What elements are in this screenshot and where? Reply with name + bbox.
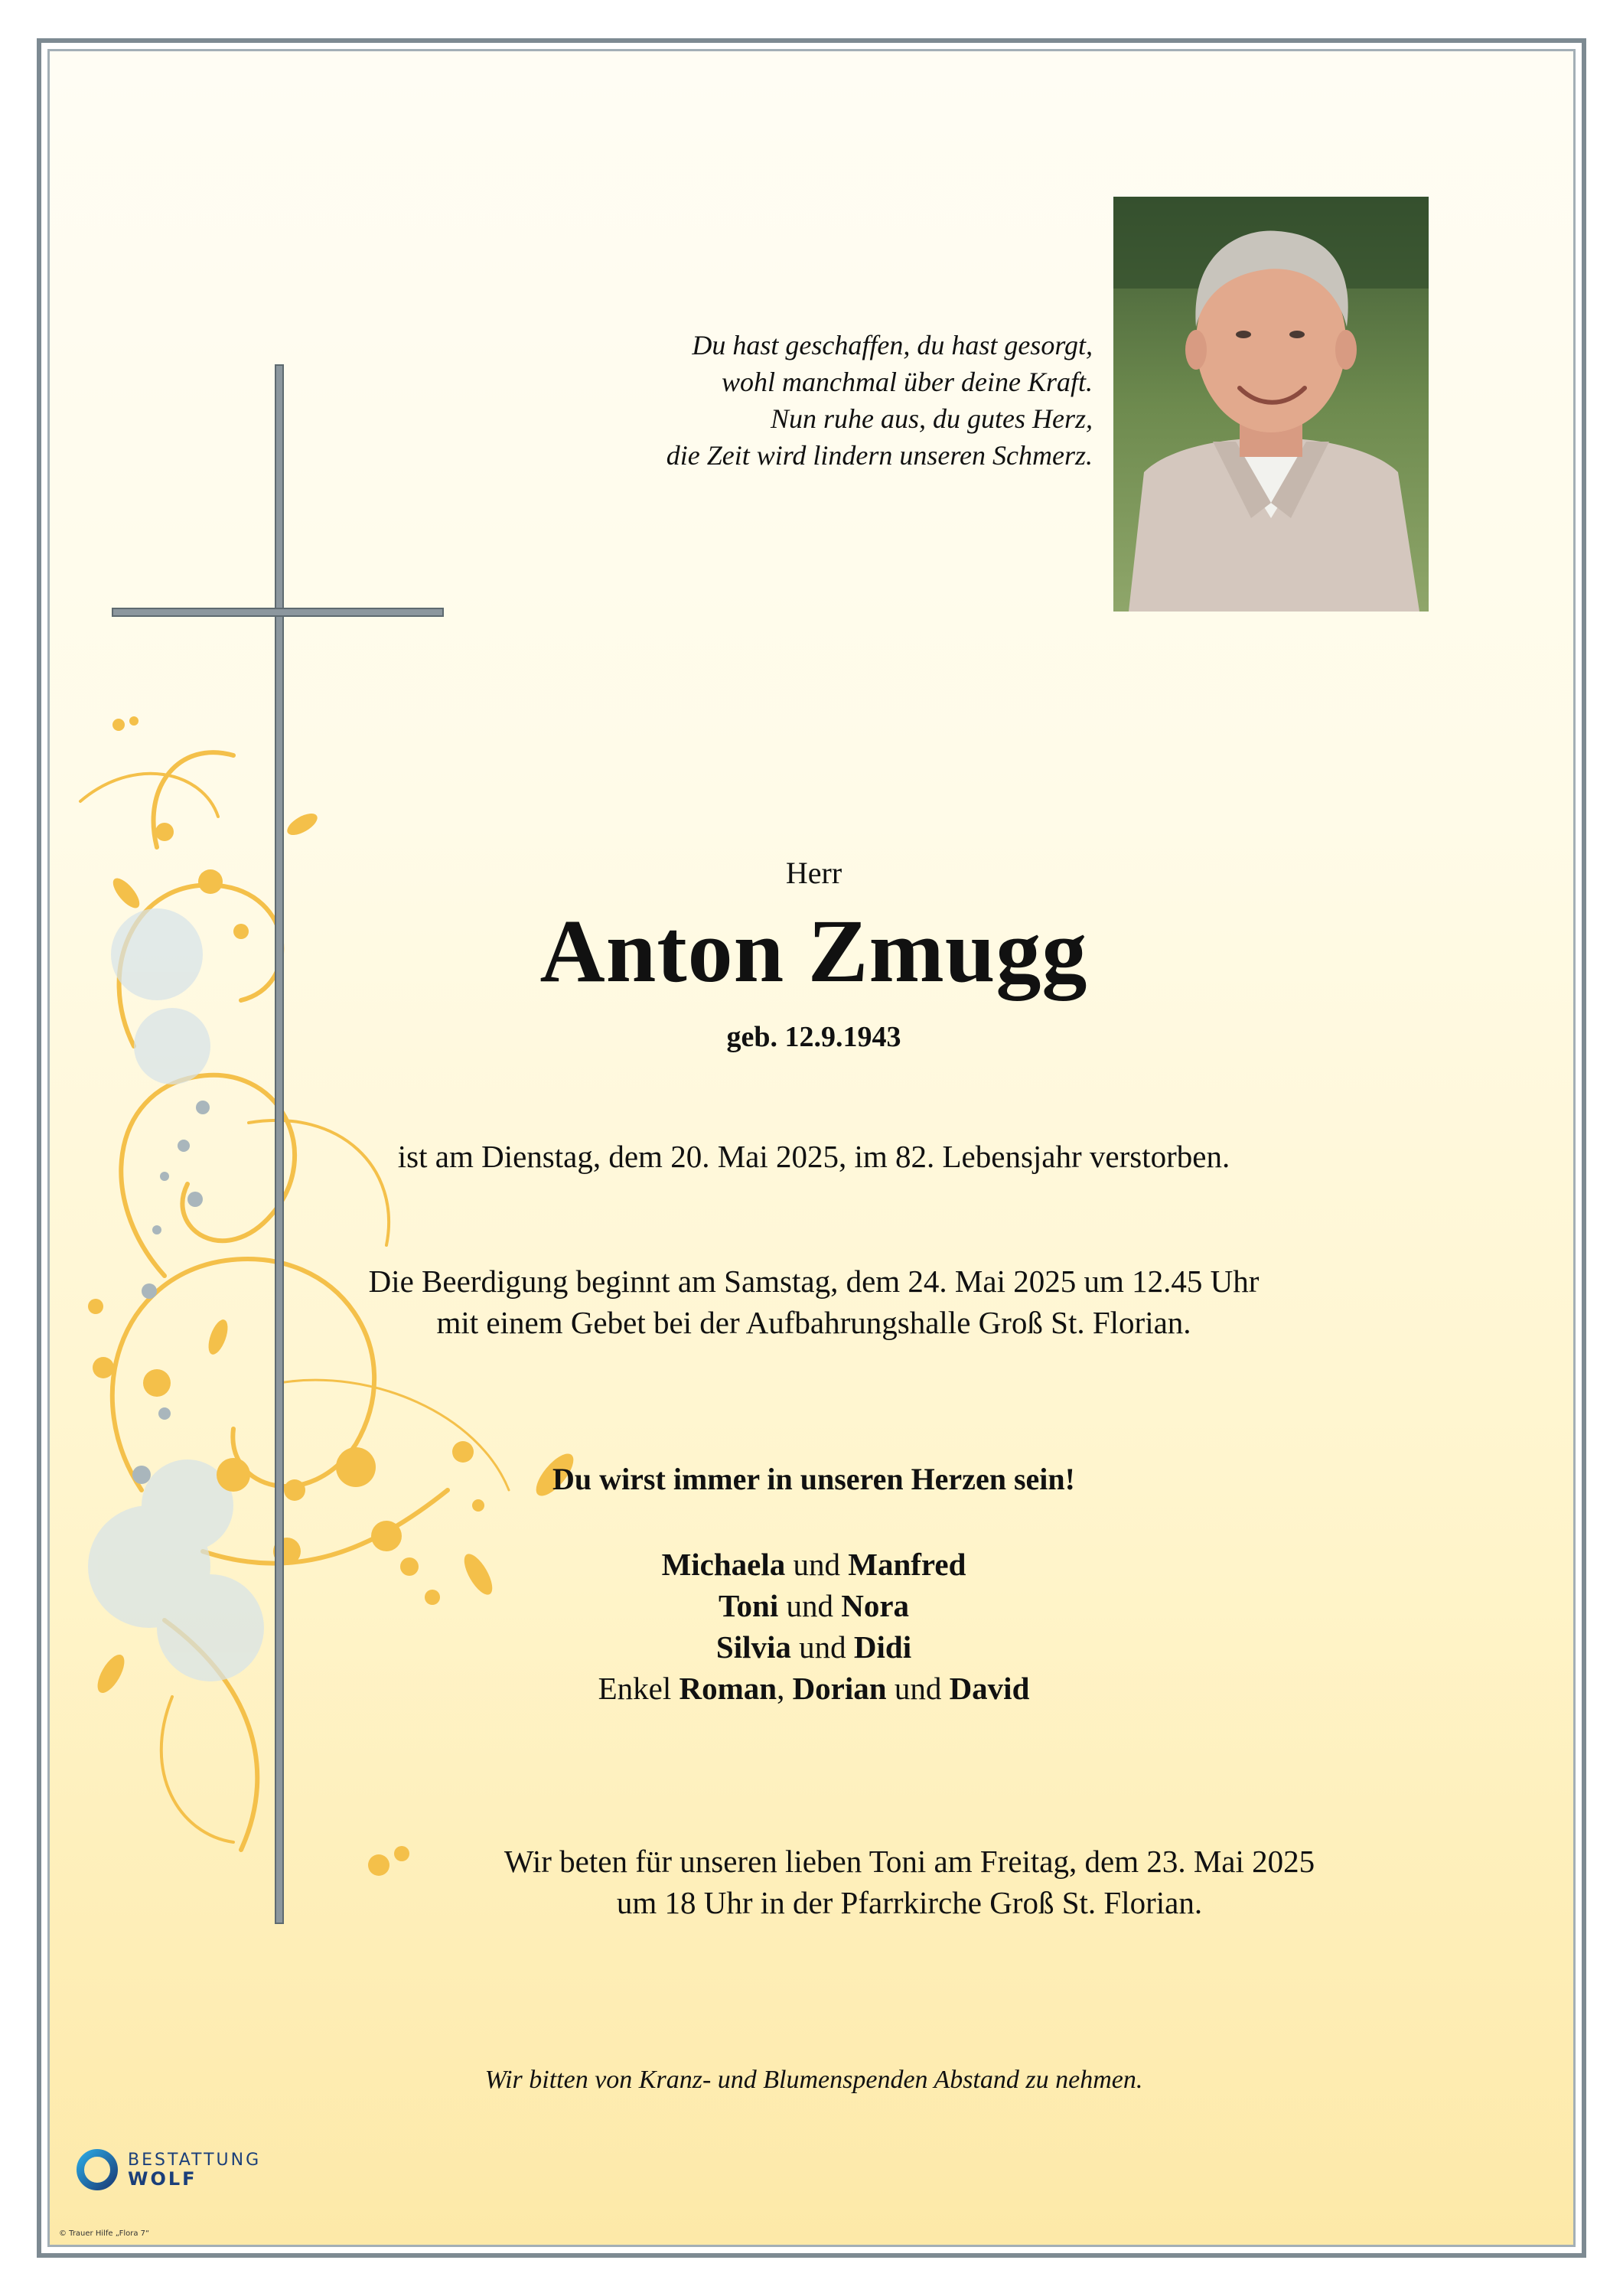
verse-line: wohl manchmal über deine Kraft. bbox=[722, 367, 1093, 397]
funeral-line: mit einem Gebet bei der Aufbahrungshalle Groß St. Florian. bbox=[436, 1305, 1191, 1340]
salutation: Herr bbox=[785, 856, 842, 890]
mourner-name: Toni bbox=[718, 1588, 779, 1623]
portrait-photo bbox=[1113, 197, 1429, 612]
mourner-name: Michaela bbox=[661, 1547, 786, 1582]
birth-date: geb. 12.9.1943 bbox=[726, 1021, 901, 1053]
mourner-name: Silvia bbox=[715, 1629, 791, 1665]
logo-line-1: BESTATTUNG bbox=[128, 2151, 262, 2170]
mourner-prefix: Enkel bbox=[598, 1671, 680, 1706]
verse-line: die Zeit wird lindern unseren Schmerz. bbox=[666, 440, 1093, 471]
logo-ring-icon bbox=[76, 2148, 119, 2191]
obituary-card bbox=[47, 49, 1576, 2247]
logo-line-2: WOLF bbox=[128, 2168, 197, 2190]
mourner-name: Didi bbox=[853, 1629, 912, 1665]
mourner-separator: , bbox=[777, 1671, 793, 1706]
mourner-separator: und bbox=[778, 1588, 842, 1623]
funeral-details bbox=[50, 1261, 1576, 1343]
mourner-name: David bbox=[949, 1671, 1030, 1706]
prayer-line: um 18 Uhr in der Pfarrkirche Groß St. Florian. bbox=[616, 1885, 1203, 1920]
verse-line: Nun ruhe aus, du gutes Herz, bbox=[771, 403, 1093, 434]
prayer-line: Wir beten für unseren lieben Toni am Freitag, dem 23. Mai 2025 bbox=[504, 1844, 1315, 1879]
funeral-home-logo bbox=[76, 2148, 261, 2191]
copyright-note: © Trauer Hilfe „Flora 7“ bbox=[59, 2229, 150, 2238]
mourners-list bbox=[50, 1544, 1576, 1709]
memorial-verse bbox=[557, 327, 1093, 474]
funeral-line: Die Beerdigung beginnt am Samstag, dem 24. Mai 2025 um 12.45 Uhr bbox=[368, 1264, 1260, 1299]
mourner-name: Roman bbox=[679, 1671, 777, 1706]
mourner-separator: und bbox=[785, 1547, 849, 1582]
mourner-row bbox=[50, 1668, 1576, 1709]
mourner-row bbox=[50, 1626, 1576, 1668]
death-notice: ist am Dienstag, dem 20. Mai 2025, im 82. Lebensjahr verstorben. bbox=[397, 1139, 1230, 1174]
closing-note: Wir bitten von Kranz- und Blumenspenden Abstand zu nehmen. bbox=[484, 2066, 1143, 2094]
mourner-row bbox=[50, 1585, 1576, 1626]
prayer-details bbox=[241, 1841, 1576, 1923]
verse-line: Du hast geschaffen, du hast gesorgt, bbox=[692, 330, 1093, 360]
mourner-name: Nora bbox=[841, 1588, 910, 1623]
mourner-separator: und bbox=[790, 1629, 854, 1665]
deceased-name: Anton Zmugg bbox=[539, 901, 1088, 1001]
mourner-name: Dorian bbox=[792, 1671, 887, 1706]
memorial-motto: Du wirst immer in unseren Herzen sein! bbox=[552, 1462, 1075, 1496]
mourner-separator: und bbox=[886, 1671, 950, 1706]
mourner-name: Manfred bbox=[848, 1547, 966, 1582]
mourner-row bbox=[50, 1544, 1576, 1585]
